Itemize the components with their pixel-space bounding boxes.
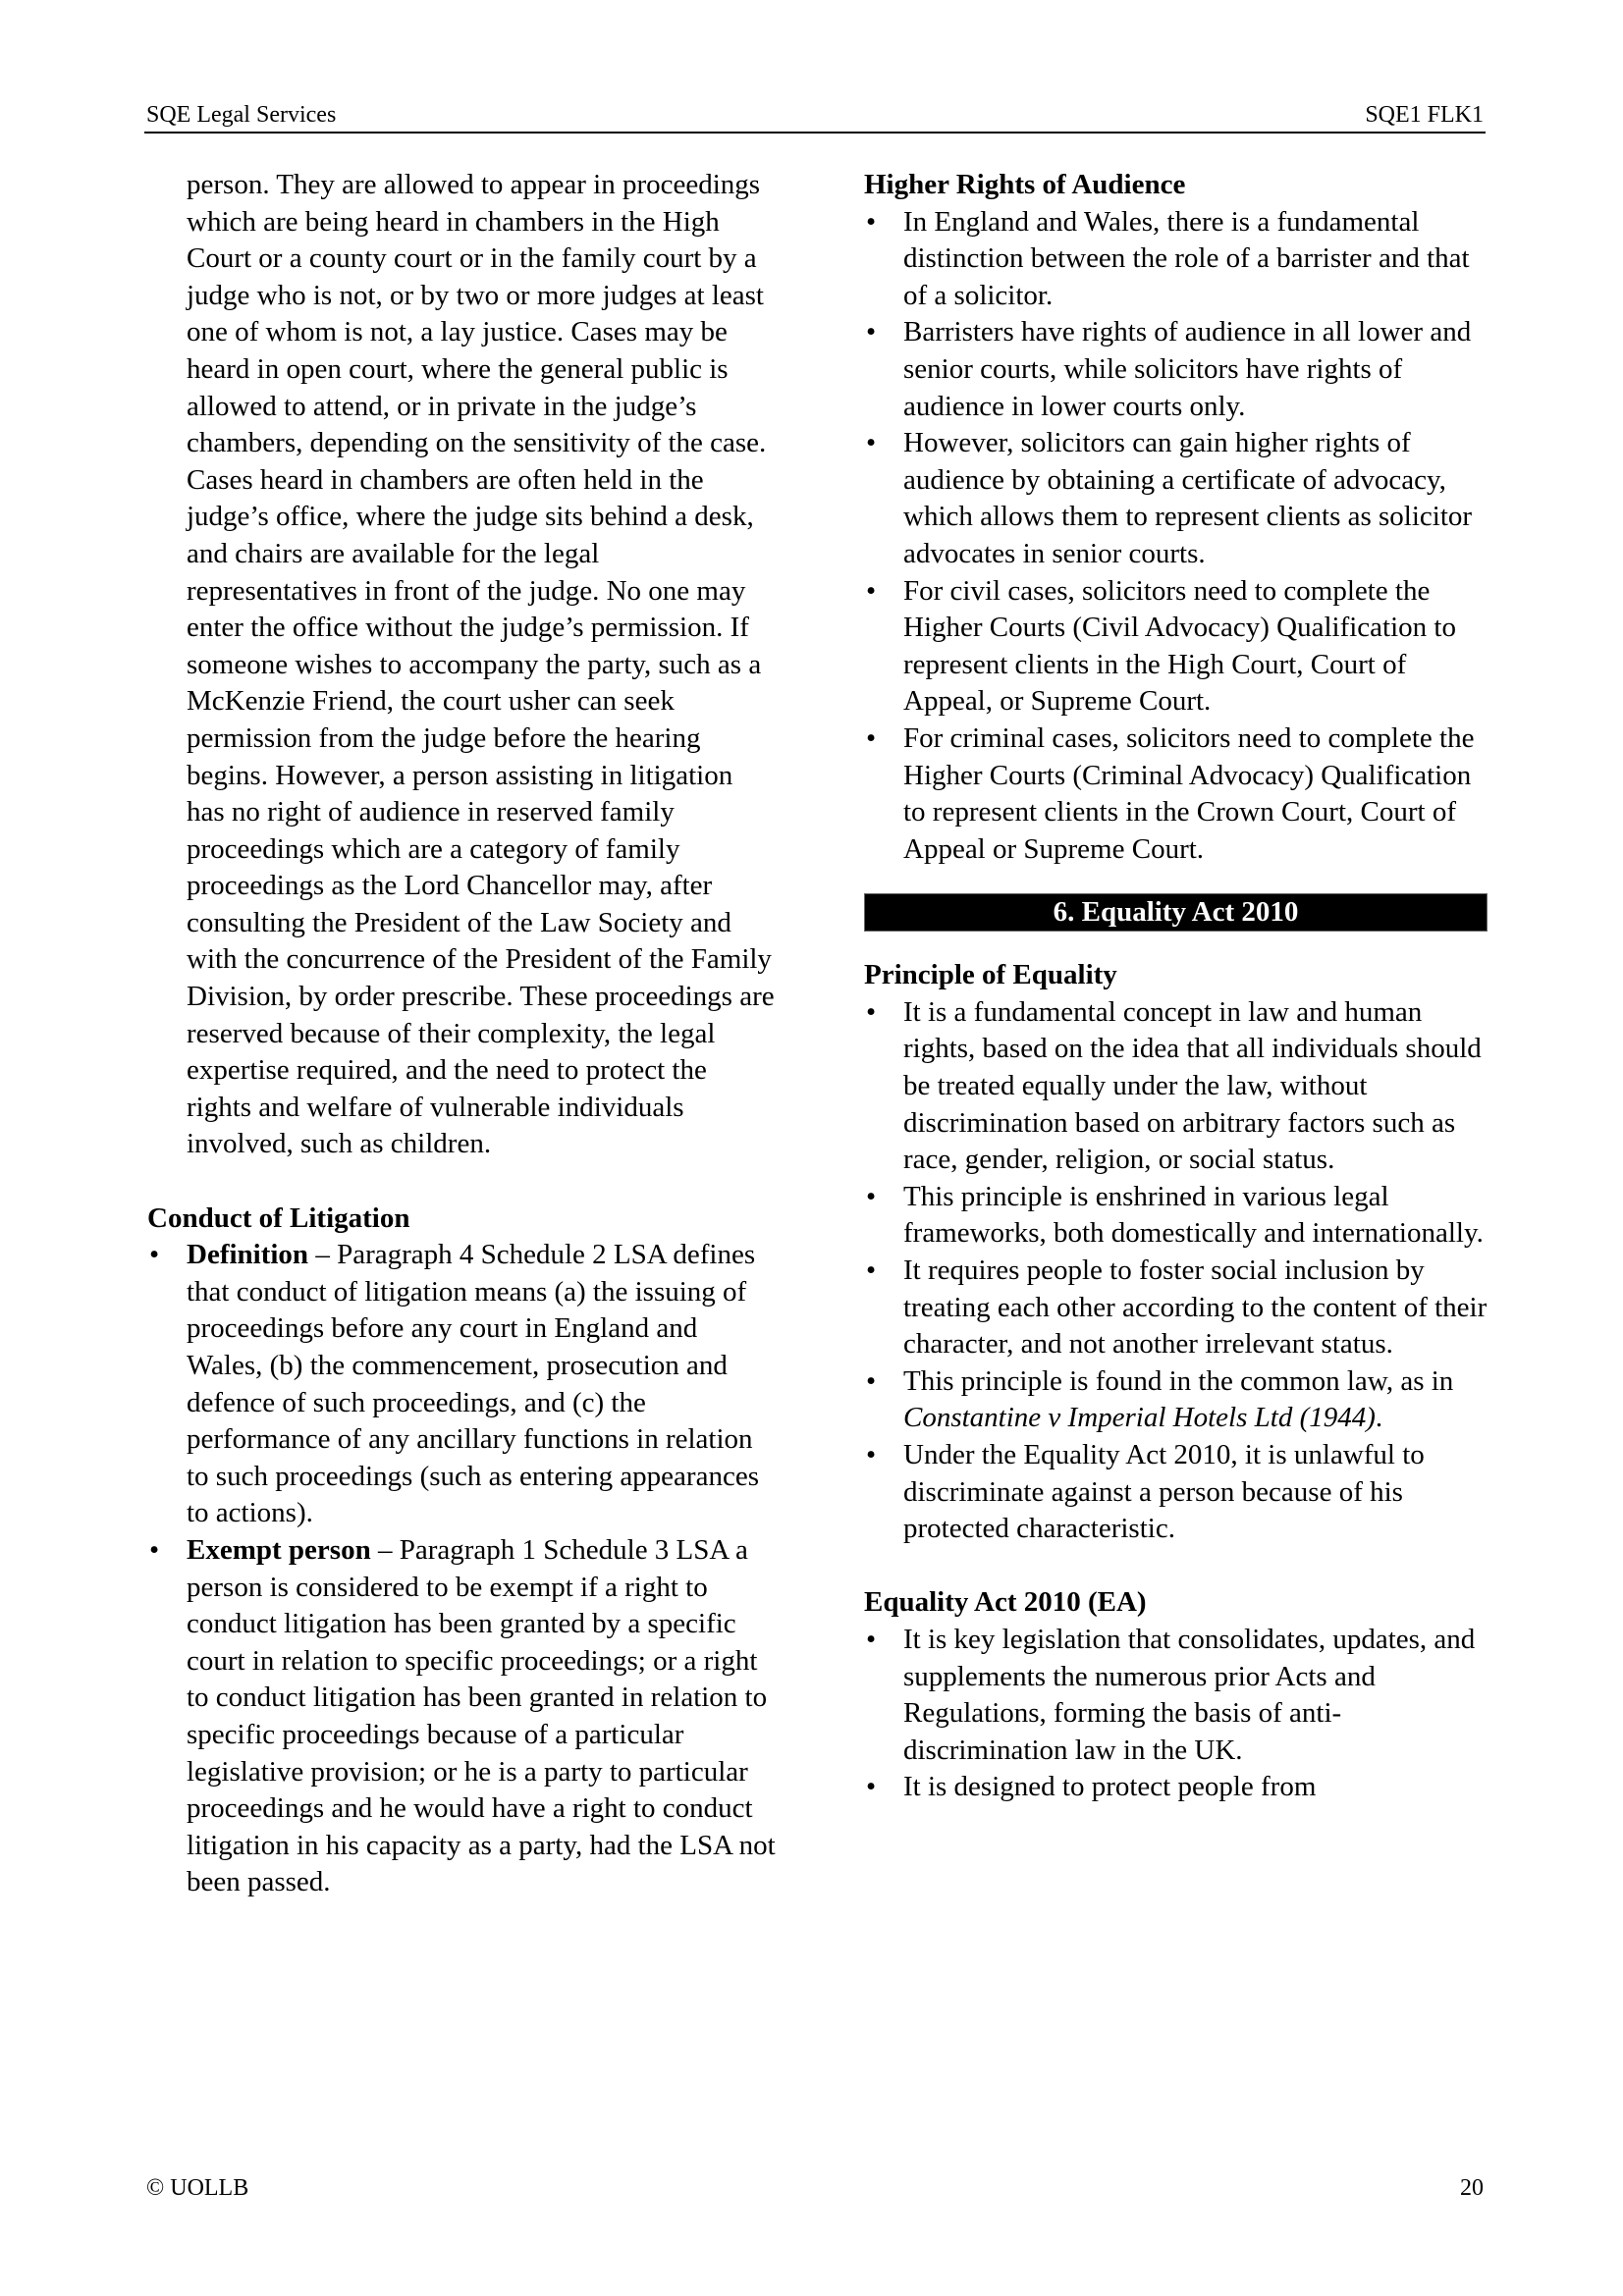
list-item: [864, 1437, 1488, 1548]
copyright-notice: © UOLLB: [146, 2175, 249, 2201]
section-heading-equality-act-ea: Equality Act 2010 (EA): [864, 1586, 1147, 1619]
case-citation: Constantine v Imperial Hotels Ltd (1944): [903, 1402, 1376, 1434]
list-item-text: This principle is enshrined in various legal frameworks, both domestically and internationally.: [903, 1180, 1484, 1250]
list-item: [864, 1179, 1488, 1253]
list-item-text: For civil cases, solicitors need to complete the Higher Courts (Civil Advocacy) Qualification to represent clients in the High Court, Court of Appeal, or Supreme Court.: [903, 574, 1456, 718]
term-exempt-person: Exempt person: [187, 1533, 371, 1566]
page-footer: [144, 2171, 1486, 2205]
list-item: [864, 573, 1488, 721]
list-item-text: It requires people to foster social inclusion by treating each other according to the content of their character, and not another irrelevant status.: [903, 1255, 1488, 1361]
equality-act-list: [864, 1622, 1488, 1806]
list-item: [147, 1237, 776, 1532]
exempt-person-text: – Paragraph 1 Schedule 3 LSA a person is considered to be exempt if a right to conduct litigation has been granted by a specific court in relation to specific proceedings; or a right to conduct litigation has been granted in relation to specific proceedings because of a particular legislative provision; or he is a party to particular proceedings and he would have a right to conduct litigation in his capacity as a party, had the LSA not been passed.: [187, 1533, 776, 1898]
list-item: [864, 1253, 1488, 1363]
list-item-text: It is a fundamental concept in law and human rights, based on the idea that all individuals should be treated equally under the law, without discrimination based on arbitrary factors such as race, gender, religion, or social status.: [903, 995, 1482, 1176]
page-number: 20: [1460, 2175, 1484, 2201]
list-item: [864, 1769, 1488, 1806]
continuation-paragraph: person. They are allowed to appear in proceedings which are being heard in chambers in the High Court or a county court or in the family court by a judge who is not, or by two or more judges at least one of whom is not, a lay justice. Cases may be heard in open court, where the general public is allowed to attend, or in private in the judge’s chambers, depending on the sensitivity of the case. Cases heard in chambers are often held in the judge’s office, where the judge sits behind a desk, and chairs are available for the legal representatives in front of the judge. No one may enter the office without the judge’s permission. If someone wishes to accompany the party, such as a McKenzie Friend, the court usher can seek permission from the judge before the hearing begins. However, a person assisting in litigation has no right of audience in reserved family proceedings which are a category of family proceedings as the Lord Chancellor may, after consulting the President of the Law Society and with the concurrence of the President of the Family Division, by order prescribe. These proceedings are reserved because of their complexity, the legal expertise required, and the need to protect the rights and welfare of vulnerable individuals involved, such as children.: [187, 169, 775, 1160]
definition-text: – Paragraph 4 Schedule 2 LSA defines that conduct of litigation means (a) the issuing of proceedings before any court in England and Wales, (b) the commencement, prosecution and defence of such proceedings, and (c) the performance of any ancillary functions in relation to such proceedings (such as entering appearances to actions).: [187, 1239, 759, 1529]
bullet-icon: •: [866, 1180, 877, 1212]
header-title: SQE Legal Services: [146, 102, 337, 128]
bullet-icon: •: [866, 316, 877, 348]
list-item-text: This principle is found in the common law, as in: [903, 1364, 1454, 1397]
bullet-icon: •: [866, 574, 877, 607]
bullet-icon: •: [866, 427, 877, 459]
left-column: [147, 167, 776, 1901]
list-item-text: It is key legislation that consolidates, updates, and supplements the numerous prior Acts and Regulations, forming the basis of anti-discrimination law in the UK.: [903, 1623, 1476, 1766]
list-item: [147, 1532, 776, 1901]
bullet-icon: •: [149, 1239, 160, 1271]
list-item: [864, 425, 1488, 572]
list-item-text: Barristers have rights of audience in all lower and senior courts, while solicitors have rights of audience in lower courts only.: [903, 316, 1472, 422]
list-item-text: It is designed to protect people from: [903, 1771, 1317, 1803]
spacer: [864, 937, 1488, 957]
right-column: [864, 167, 1488, 1806]
list-item: [864, 1622, 1488, 1769]
list-item-text-suffix: .: [1375, 1402, 1383, 1434]
list-item: [864, 721, 1488, 868]
section-heading-conduct-of-litigation: Conduct of Litigation: [147, 1201, 410, 1234]
page-header: [144, 98, 1486, 132]
spacer: [864, 868, 1488, 887]
header-module: SQE1 FLK1: [1365, 102, 1484, 128]
term-definition: Definition: [187, 1239, 309, 1271]
header-divider: [144, 132, 1486, 133]
section-heading-higher-rights: Higher Rights of Audience: [864, 169, 1186, 200]
list-item: [864, 1363, 1488, 1437]
bullet-icon: •: [866, 1439, 877, 1470]
section-banner-equality-act: 6. Equality Act 2010: [864, 893, 1488, 932]
section-heading-principle-of-equality: Principle of Equality: [864, 959, 1117, 991]
list-item-text: Under the Equality Act 2010, it is unlawful to discriminate against a person because of his protected characteristic.: [903, 1439, 1425, 1545]
spacer: [864, 1548, 1488, 1585]
list-item: [864, 314, 1488, 425]
higher-rights-list: [864, 204, 1488, 869]
list-item: [864, 204, 1488, 315]
bullet-icon: •: [866, 205, 877, 238]
list-item-text: For criminal cases, solicitors need to complete the Higher Courts (Criminal Advocacy) Qualification to represent clients in the Crown Court, Court of Appeal or Supreme Court.: [903, 721, 1475, 865]
bullet-icon: •: [866, 1771, 877, 1803]
list-item-text: However, solicitors can gain higher rights of audience by obtaining a certificate of advocacy, which allows them to represent clients as solicitor advocates in senior courts.: [903, 427, 1473, 569]
bullet-icon: •: [866, 1623, 877, 1655]
bullet-icon: •: [866, 1364, 877, 1397]
bullet-icon: •: [149, 1533, 160, 1566]
conduct-of-litigation-list: [147, 1237, 776, 1901]
list-item: [864, 994, 1488, 1179]
principle-of-equality-list: [864, 994, 1488, 1548]
bullet-icon: •: [866, 995, 877, 1028]
bullet-icon: •: [866, 1255, 877, 1287]
list-item-text: In England and Wales, there is a fundamental distinction between the role of a barrister and that of a solicitor.: [903, 205, 1470, 311]
bullet-icon: •: [866, 721, 877, 754]
spacer: [147, 1163, 776, 1201]
